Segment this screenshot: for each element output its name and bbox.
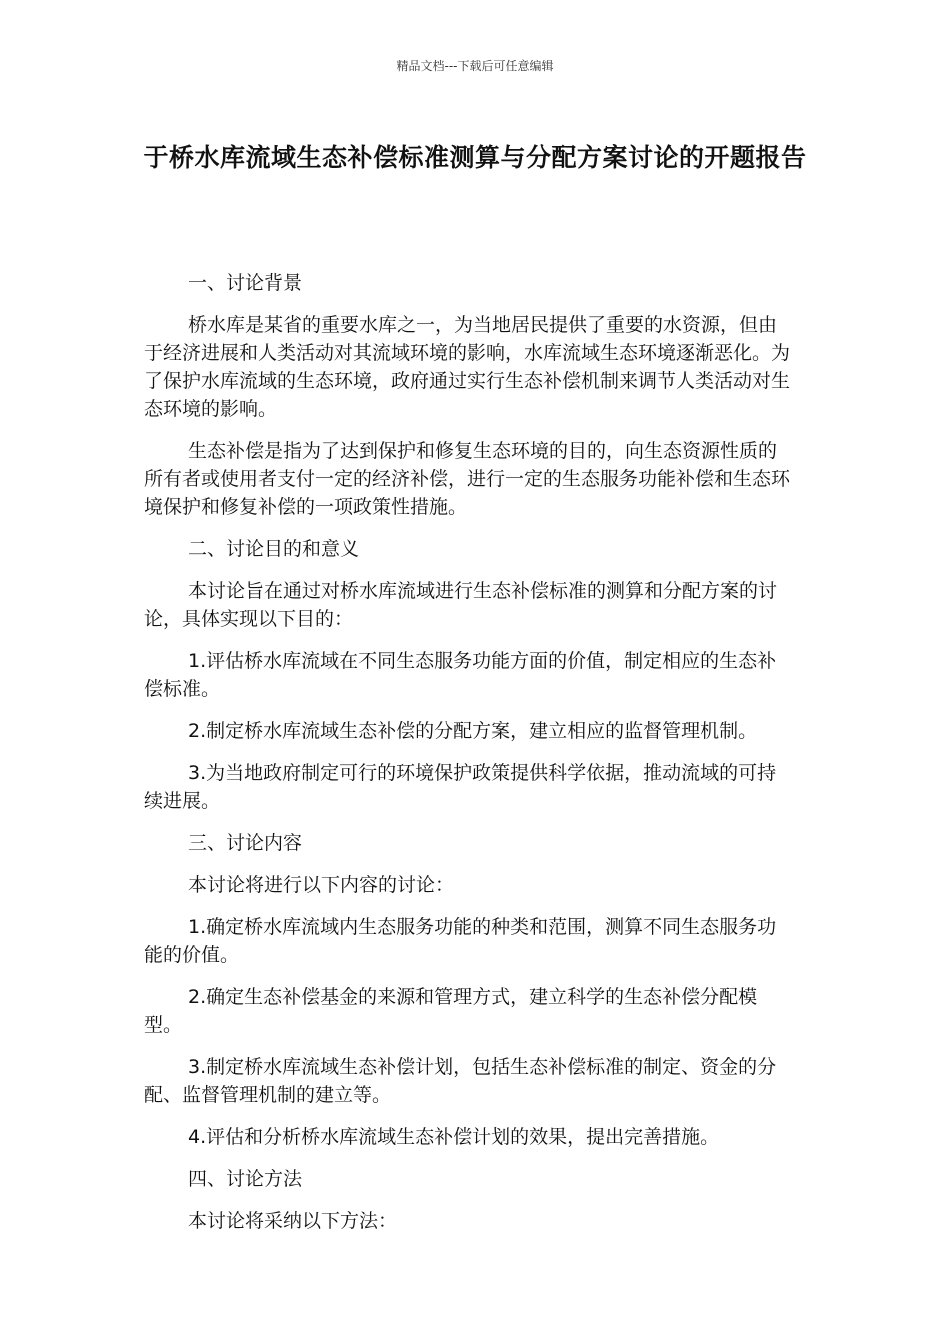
section-heading-content: 三、讨论内容: [188, 832, 303, 854]
purpose-item-1: 1.评估桥水库流域在不同生态服务功能方面的价值，制定相应的生态补偿标准。: [144, 650, 777, 700]
paragraph-method-intro: 本讨论将采纳以下方法：: [188, 1210, 398, 1232]
section-heading-method: 四、讨论方法: [188, 1168, 303, 1190]
header-watermark: 精品文档---下载后可任意编辑: [396, 59, 554, 73]
content-item-3: 3.制定桥水库流域生态补偿计划，包括生态补偿标准的制定、资金的分配、监督管理机制的建立等。: [144, 1056, 777, 1106]
purpose-item-3: 3.为当地政府制定可行的环境保护政策提供科学依据，推动流域的可持续进展。: [144, 762, 777, 812]
content-item-4: 4.评估和分析桥水库流域生态补偿计划的效果，提出完善措施。: [188, 1126, 720, 1148]
paragraph-background-1: 桥水库是某省的重要水库之一，为当地居民提供了重要的水资源，但由于经济进展和人类活动对其流域环境的影响，水库流域生态环境逐渐恶化。为了保护水库流域的生态环境，政府通过实行生态补偿机制来调节人类活动对生态环境的影响。: [144, 314, 791, 420]
document-body: [144, 269, 794, 1249]
paragraph-background-2: 生态补偿是指为了达到保护和修复生态环境的目的，向生态资源性质的所有者或使用者支付一定的经济补偿，进行一定的生态服务功能补偿和生态环境保护和修复补偿的一项政策性措施。: [144, 440, 791, 518]
content-item-1: 1.确定桥水库流域内生态服务功能的种类和范围，测算不同生态服务功能的价值。: [144, 916, 777, 966]
content-item-2: 2.确定生态补偿基金的来源和管理方式，建立科学的生态补偿分配模型。: [144, 986, 758, 1036]
paragraph-purpose-intro: 本讨论旨在通过对桥水库流域进行生态补偿标准的测算和分配方案的讨论，具体实现以下目的：: [144, 580, 778, 630]
section-heading-background: 一、讨论背景: [188, 272, 303, 294]
section-heading-purpose: 二、讨论目的和意义: [188, 538, 360, 560]
purpose-item-2: 2.制定桥水库流域生态补偿的分配方案，建立相应的监督管理机制。: [188, 720, 758, 742]
paragraph-content-intro: 本讨论将进行以下内容的讨论：: [188, 874, 455, 896]
document-title: 于桥水库流域生态补偿标准测算与分配方案讨论的开题报告: [143, 143, 807, 172]
